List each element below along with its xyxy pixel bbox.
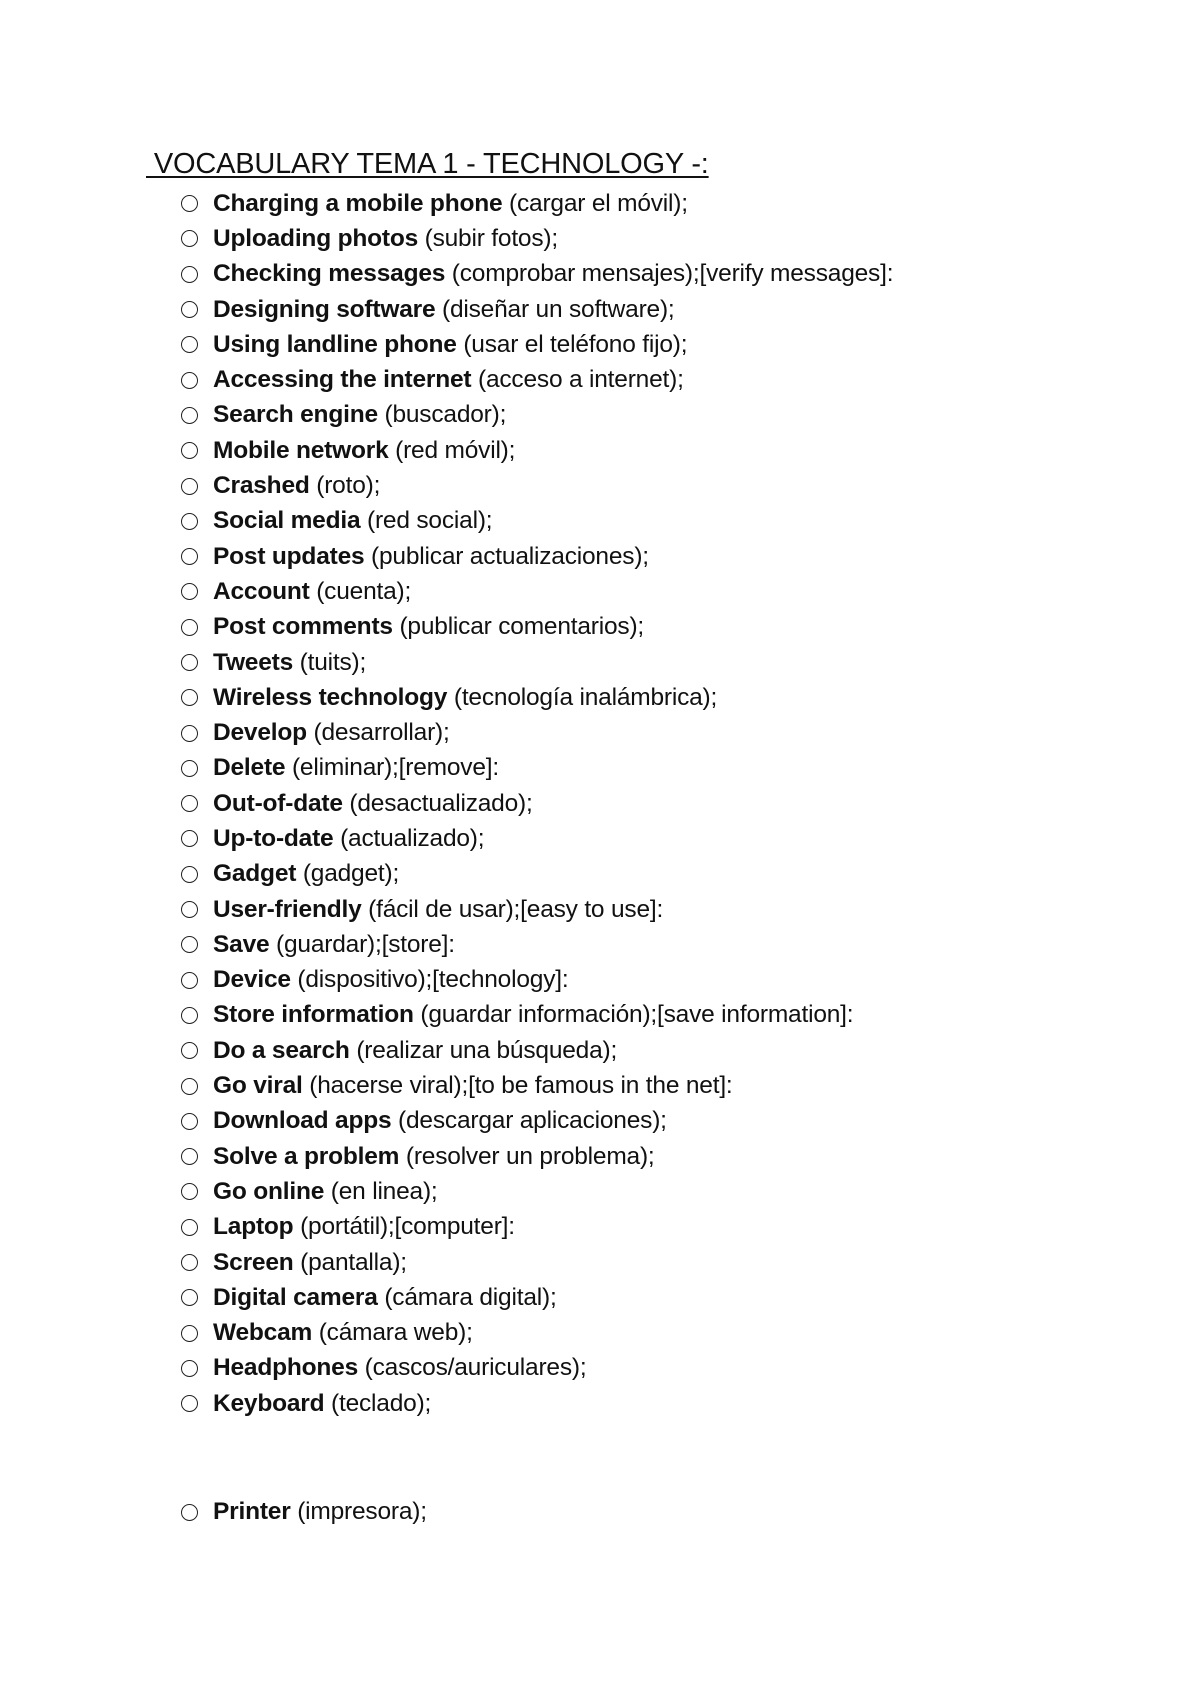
vocab-translation: (acceso a internet); bbox=[477, 366, 684, 394]
hollow-circle-icon bbox=[181, 1504, 198, 1521]
vocab-term: Using landline phone bbox=[213, 330, 457, 358]
vocab-term: Mobile network bbox=[213, 436, 389, 464]
vocab-term: Checking messages bbox=[213, 260, 446, 288]
hollow-circle-icon bbox=[181, 372, 198, 389]
vocab-term: Charging a mobile phone bbox=[213, 189, 503, 217]
list-item bbox=[181, 574, 893, 609]
vocab-term: Digital camera bbox=[213, 1283, 378, 1311]
vocab-translation: (usar el teléfono fijo); bbox=[463, 330, 688, 358]
list-item bbox=[181, 362, 893, 397]
vocab-term: Printer bbox=[213, 1498, 291, 1526]
hollow-circle-icon bbox=[181, 195, 198, 212]
vocab-translation: (red móvil); bbox=[395, 436, 516, 464]
vocab-translation: (impresora); bbox=[297, 1498, 427, 1526]
list-item bbox=[181, 1386, 893, 1421]
hollow-circle-icon bbox=[181, 1148, 198, 1165]
vocab-translation: (cámara digital); bbox=[384, 1283, 557, 1311]
vocab-term: Develop bbox=[213, 719, 307, 747]
hollow-circle-icon bbox=[181, 266, 198, 283]
vocab-translation: (tecnología inalámbrica); bbox=[453, 683, 718, 711]
list-item bbox=[181, 327, 893, 362]
hollow-circle-icon bbox=[181, 548, 198, 565]
hollow-circle-icon bbox=[181, 866, 198, 883]
vocab-term: Save bbox=[213, 930, 270, 958]
vocab-term: Account bbox=[213, 577, 310, 605]
vocab-translation: (en linea); bbox=[330, 1177, 438, 1205]
vocab-translation: (eliminar);[remove]: bbox=[291, 754, 499, 782]
hollow-circle-icon bbox=[181, 1360, 198, 1377]
list-item bbox=[181, 1351, 893, 1386]
list-item bbox=[181, 892, 893, 927]
vocab-term: Out-of-date bbox=[213, 789, 343, 817]
hollow-circle-icon bbox=[181, 901, 198, 918]
vocab-term: Webcam bbox=[213, 1319, 313, 1347]
list-item bbox=[181, 1210, 893, 1245]
hollow-circle-icon bbox=[181, 972, 198, 989]
vocab-translation: (publicar actualizaciones); bbox=[371, 542, 649, 570]
vocab-term: Download apps bbox=[213, 1107, 392, 1135]
hollow-circle-icon bbox=[181, 1078, 198, 1095]
list-item bbox=[181, 292, 893, 327]
list-item bbox=[181, 504, 893, 539]
vocab-translation: (publicar comentarios); bbox=[399, 613, 645, 641]
list-item bbox=[181, 1139, 893, 1174]
vocab-term: Accessing the internet bbox=[213, 366, 472, 394]
list-item bbox=[181, 1316, 893, 1351]
vocab-translation: (buscador); bbox=[384, 401, 507, 429]
hollow-circle-icon bbox=[181, 936, 198, 953]
list-item bbox=[181, 1033, 893, 1068]
list-item bbox=[181, 927, 893, 962]
vocab-translation: (guardar información);[save information]: bbox=[420, 1001, 854, 1029]
list-item bbox=[181, 257, 893, 292]
list-item bbox=[181, 715, 893, 750]
vocab-translation: (cámara web); bbox=[318, 1319, 473, 1347]
hollow-circle-icon bbox=[181, 1183, 198, 1200]
list-item bbox=[181, 786, 893, 821]
vocab-translation: (tuits); bbox=[299, 648, 367, 676]
vocab-translation: (subir fotos); bbox=[424, 224, 558, 252]
vocab-term: Designing software bbox=[213, 295, 436, 323]
hollow-circle-icon bbox=[181, 513, 198, 530]
hollow-circle-icon bbox=[181, 830, 198, 847]
vocab-term: Keyboard bbox=[213, 1389, 325, 1417]
vocab-translation: (cuenta); bbox=[316, 577, 412, 605]
list-item bbox=[181, 1068, 893, 1103]
hollow-circle-icon bbox=[181, 760, 198, 777]
list-item bbox=[181, 221, 893, 256]
vocab-term: Device bbox=[213, 966, 291, 994]
vocab-term: Do a search bbox=[213, 1036, 350, 1064]
vocab-translation: (hacerse viral);[to be famous in the net]: bbox=[309, 1072, 733, 1100]
vocab-term: Social media bbox=[213, 507, 361, 535]
list-item bbox=[181, 433, 893, 468]
list-item bbox=[181, 1494, 893, 1529]
vocab-term: Screen bbox=[213, 1248, 294, 1276]
vocab-term: Go online bbox=[213, 1177, 325, 1205]
hollow-circle-icon bbox=[181, 689, 198, 706]
vocab-translation: (resolver un problema); bbox=[405, 1142, 655, 1170]
hollow-circle-icon bbox=[181, 1325, 198, 1342]
list-item bbox=[181, 963, 893, 998]
vocab-translation: (descargar aplicaciones); bbox=[398, 1107, 667, 1135]
hollow-circle-icon bbox=[181, 301, 198, 318]
vocab-term: Go viral bbox=[213, 1072, 303, 1100]
list-item bbox=[181, 1104, 893, 1139]
vocab-translation: (cargar el móvil); bbox=[509, 189, 688, 217]
vocab-term: Tweets bbox=[213, 648, 294, 676]
hollow-circle-icon bbox=[181, 619, 198, 636]
list-item bbox=[181, 751, 893, 786]
vocab-translation: (roto); bbox=[316, 472, 381, 500]
list-item bbox=[181, 1174, 893, 1209]
hollow-circle-icon bbox=[181, 1113, 198, 1130]
hollow-circle-icon bbox=[181, 336, 198, 353]
vocab-term: Uploading photos bbox=[213, 224, 419, 252]
vocab-translation: (desactualizado); bbox=[349, 789, 533, 817]
vocab-translation: (gadget); bbox=[302, 860, 400, 888]
list-item bbox=[181, 857, 893, 892]
hollow-circle-icon bbox=[181, 478, 198, 495]
vocab-term: User-friendly bbox=[213, 895, 362, 923]
vocab-term: Post comments bbox=[213, 613, 393, 641]
vocab-translation: (teclado); bbox=[331, 1389, 432, 1417]
hollow-circle-icon bbox=[181, 1289, 198, 1306]
list-item bbox=[181, 398, 893, 433]
hollow-circle-icon bbox=[181, 1007, 198, 1024]
list-item bbox=[181, 998, 893, 1033]
hollow-circle-icon bbox=[181, 725, 198, 742]
hollow-circle-icon bbox=[181, 407, 198, 424]
list-item bbox=[181, 186, 893, 221]
list-item bbox=[181, 821, 893, 856]
vocab-term: Up-to-date bbox=[213, 824, 334, 852]
document-title: VOCABULARY TEMA 1 - TECHNOLOGY -: bbox=[146, 148, 709, 180]
hollow-circle-icon bbox=[181, 654, 198, 671]
vocab-translation: (cascos/auriculares); bbox=[364, 1354, 587, 1382]
vocab-translation: (realizar una búsqueda); bbox=[356, 1036, 618, 1064]
hollow-circle-icon bbox=[181, 795, 198, 812]
list-item bbox=[181, 610, 893, 645]
vocab-translation: (diseñar un software); bbox=[442, 295, 675, 323]
hollow-circle-icon bbox=[181, 1219, 198, 1236]
vocab-translation: (actualizado); bbox=[340, 824, 485, 852]
list-item bbox=[181, 468, 893, 503]
vocab-translation: (comprobar mensajes);[verify messages]: bbox=[451, 260, 894, 288]
vocab-translation: (pantalla); bbox=[300, 1248, 407, 1276]
vocab-term: Headphones bbox=[213, 1354, 359, 1382]
vocab-translation: (portátil);[computer]: bbox=[300, 1213, 515, 1241]
vocab-term: Store information bbox=[213, 1001, 414, 1029]
vocab-term: Search engine bbox=[213, 401, 378, 429]
list-item bbox=[181, 1280, 893, 1315]
vocab-term: Solve a problem bbox=[213, 1142, 400, 1170]
vocab-term: Gadget bbox=[213, 860, 297, 888]
vocab-term: Post updates bbox=[213, 542, 365, 570]
vocab-term: Crashed bbox=[213, 472, 310, 500]
hollow-circle-icon bbox=[181, 1042, 198, 1059]
vocab-term: Delete bbox=[213, 754, 286, 782]
vocabulary-list bbox=[181, 186, 893, 1530]
list-item bbox=[181, 645, 893, 680]
vocab-translation: (desarrollar); bbox=[313, 719, 450, 747]
hollow-circle-icon bbox=[181, 583, 198, 600]
vocab-term: Wireless technology bbox=[213, 683, 448, 711]
hollow-circle-icon bbox=[181, 442, 198, 459]
list-item bbox=[181, 1245, 893, 1280]
vocab-translation: (fácil de usar);[easy to use]: bbox=[368, 895, 664, 923]
hollow-circle-icon bbox=[181, 230, 198, 247]
vocab-term: Laptop bbox=[213, 1213, 294, 1241]
vocab-translation: (guardar);[store]: bbox=[276, 930, 455, 958]
list-item bbox=[181, 539, 893, 574]
hollow-circle-icon bbox=[181, 1254, 198, 1271]
vocab-translation: (red social); bbox=[367, 507, 493, 535]
hollow-circle-icon bbox=[181, 1395, 198, 1412]
list-item bbox=[181, 680, 893, 715]
vocab-translation: (dispositivo);[technology]: bbox=[297, 966, 569, 994]
